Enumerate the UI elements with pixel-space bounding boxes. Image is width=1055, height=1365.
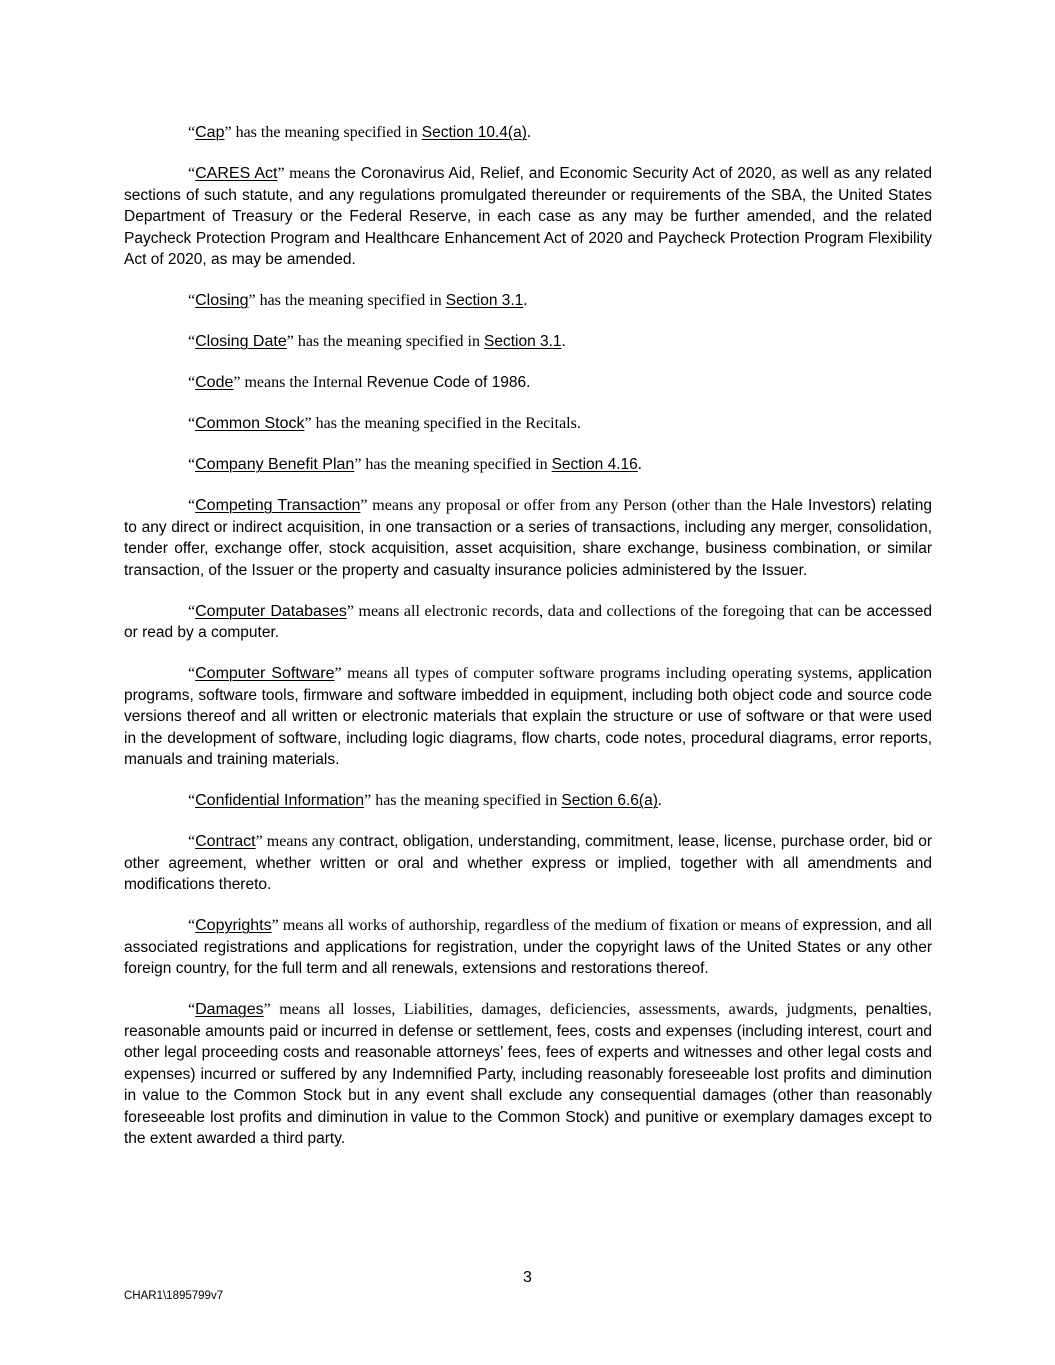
close-quote: ” xyxy=(286,333,294,350)
definition-body: contract, obligation, understanding, commitment, lease, license, purchase order, bid or other agreement, whether written or oral and whether express or implied, together with all amendments and modifications thereto. xyxy=(124,833,933,893)
definition-intro: has the meaning specified in xyxy=(231,124,422,141)
definition-cap xyxy=(124,122,932,144)
defined-term: Common Stock xyxy=(195,415,305,432)
open-quote: “ xyxy=(188,374,196,391)
close-quote: ” xyxy=(364,792,372,809)
definition-body: expression, and all associated registrations and applications for registration, under the copyright laws of the United States or any other foreign country, for the full term and all renewals, extensions and restorations thereof. xyxy=(124,917,932,977)
definition-intro: means xyxy=(284,165,335,182)
defined-term: CARES Act xyxy=(195,165,278,182)
close-quote: ” xyxy=(224,124,232,141)
definition-intro: means all electronic records, data and collections of the foregoing that can xyxy=(353,602,845,620)
close-quote: ” xyxy=(248,292,256,309)
definition-body: the Coronavirus Aid, Relief, and Economic Security Act of 2020, as well as any related sections of such statute, and any regulations promulgated thereunder or requirements of the SBA, the United States Department of Treasury or the Federal Reserve, in each case as any may be further amended, and the related Paycheck Protection Program and Healthcare Enhancement Act of 2020 and Paycheck Protection Program Flexibility Act of 2020, as may be amended. xyxy=(124,165,933,268)
section-reference: Section 3.1 xyxy=(445,292,524,309)
definition-intro: has the meaning specified in xyxy=(293,333,484,350)
definition-intro: means the Internal xyxy=(240,374,367,391)
defined-term: Confidential Information xyxy=(195,792,365,809)
definition-damages xyxy=(124,999,932,1150)
open-quote: “ xyxy=(188,456,196,473)
open-quote: “ xyxy=(188,917,196,934)
open-quote: “ xyxy=(188,124,196,141)
definition-common-stock xyxy=(124,413,932,435)
definition-body: Hale Investors) relating to any direct or indirect acquisition, in one transaction or a series of transactions, including any merger, consolidation, tender offer, exchange offer, stock acquisition, asset acquisition, share exchange, business combination, or similar transaction, of the Issuer or the property and casualty insurance policies administered by the Issuer. xyxy=(124,497,933,579)
open-quote: “ xyxy=(188,497,196,514)
definition-competing-transaction xyxy=(124,495,932,581)
close-quote: ” xyxy=(277,165,285,182)
definition-intro: has the meaning specified in xyxy=(371,792,562,809)
defined-term: Competing Transaction xyxy=(195,497,361,514)
definition-body: Revenue Code of 1986. xyxy=(366,374,531,391)
defined-term: Damages xyxy=(195,1001,264,1018)
definition-intro: means any xyxy=(262,833,340,850)
defined-term: Copyrights xyxy=(195,917,272,934)
definition-intro: means any proposal or offer from any Person (other than the xyxy=(367,497,772,514)
close-quote: ” xyxy=(304,415,312,432)
definition-confidential-information xyxy=(124,790,932,812)
definition-closing-date xyxy=(124,331,932,353)
defined-term: Company Benefit Plan xyxy=(195,456,355,473)
close-quote: ” xyxy=(360,497,368,514)
definition-end: . xyxy=(526,124,531,141)
definition-end: . xyxy=(523,292,528,309)
definition-body: application programs, software tools, firmware and software imbedded in equipment, including both object code and source code versions thereof and all written or electronic materials that explain the structure or use of software or that were used in the development of software, including logic diagrams, flow charts, code notes, procedural diagrams, error reports, manuals and training materials. xyxy=(124,665,932,768)
defined-term: Closing Date xyxy=(195,333,287,350)
definition-computer-databases xyxy=(124,601,932,644)
close-quote: ” xyxy=(334,665,342,682)
open-quote: “ xyxy=(188,415,196,432)
definition-intro: has the meaning specified in the Recitals. xyxy=(311,415,581,432)
open-quote: “ xyxy=(188,602,196,620)
definition-code xyxy=(124,372,932,394)
close-quote: ” xyxy=(271,917,279,934)
close-quote: ” xyxy=(255,833,263,850)
open-quote: “ xyxy=(188,292,196,309)
definition-end: . xyxy=(561,333,566,350)
open-quote: “ xyxy=(188,792,196,809)
section-reference: Section 6.6(a) xyxy=(561,792,658,809)
definition-end: . xyxy=(637,456,642,473)
document-id: CHAR1\1895799v7 xyxy=(124,1290,224,1302)
definition-body: penalties, reasonable amounts paid or incurred in defense or settlement, fees, costs and expenses (including interest, court and other legal proceeding costs and reasonable attorneys’ fees, fees of experts and witnesses and other legal costs and expenses) incurred or suffered by any Indemnified Party, including reasonably foreseeable lost profits and diminution in value to the Common Stock but in any event shall exclude any consequential damages (other than reasonably foreseeable lost profits and diminution in value to the Common Stock) and punitive or exemplary damages except to the extent awarded a third party. xyxy=(124,1001,932,1147)
definition-intro: means all works of authorship, regardless of the medium of fixation or means of xyxy=(278,917,803,934)
close-quote: ” xyxy=(263,1001,271,1018)
defined-term: Contract xyxy=(195,833,256,850)
defined-term: Computer Software xyxy=(195,665,335,682)
definition-intro: has the meaning specified in xyxy=(255,292,446,309)
open-quote: “ xyxy=(188,165,196,182)
definition-contract xyxy=(124,831,932,896)
open-quote: “ xyxy=(188,333,196,350)
defined-term: Code xyxy=(195,374,234,391)
definition-closing xyxy=(124,290,932,312)
definition-intro: means all losses, Liabilities, damages, deficiencies, assessments, awards, judgments, xyxy=(270,1001,866,1018)
definition-end: . xyxy=(657,792,662,809)
definition-intro: has the meaning specified in xyxy=(361,456,552,473)
definition-company-benefit-plan xyxy=(124,454,932,476)
defined-term: Cap xyxy=(195,124,225,141)
definition-computer-software xyxy=(124,663,932,771)
defined-term: Closing xyxy=(195,292,249,309)
close-quote: ” xyxy=(346,602,354,620)
definition-copyrights xyxy=(124,915,932,980)
close-quote: ” xyxy=(354,456,362,473)
document-body xyxy=(124,122,932,1169)
section-reference: Section 10.4(a) xyxy=(421,124,527,141)
page-number: 3 xyxy=(523,1269,532,1286)
open-quote: “ xyxy=(188,665,196,682)
section-reference: Section 4.16 xyxy=(551,456,638,473)
section-reference: Section 3.1 xyxy=(484,333,562,350)
definition-intro: means all types of computer software programs including operating systems, xyxy=(341,665,858,682)
open-quote: “ xyxy=(188,1001,196,1018)
open-quote: “ xyxy=(188,833,196,850)
close-quote: ” xyxy=(233,374,241,391)
defined-term: Computer Databases xyxy=(195,602,347,620)
definition-cares-act xyxy=(124,163,932,271)
definition-body: be accessed or read by a computer. xyxy=(124,602,932,641)
